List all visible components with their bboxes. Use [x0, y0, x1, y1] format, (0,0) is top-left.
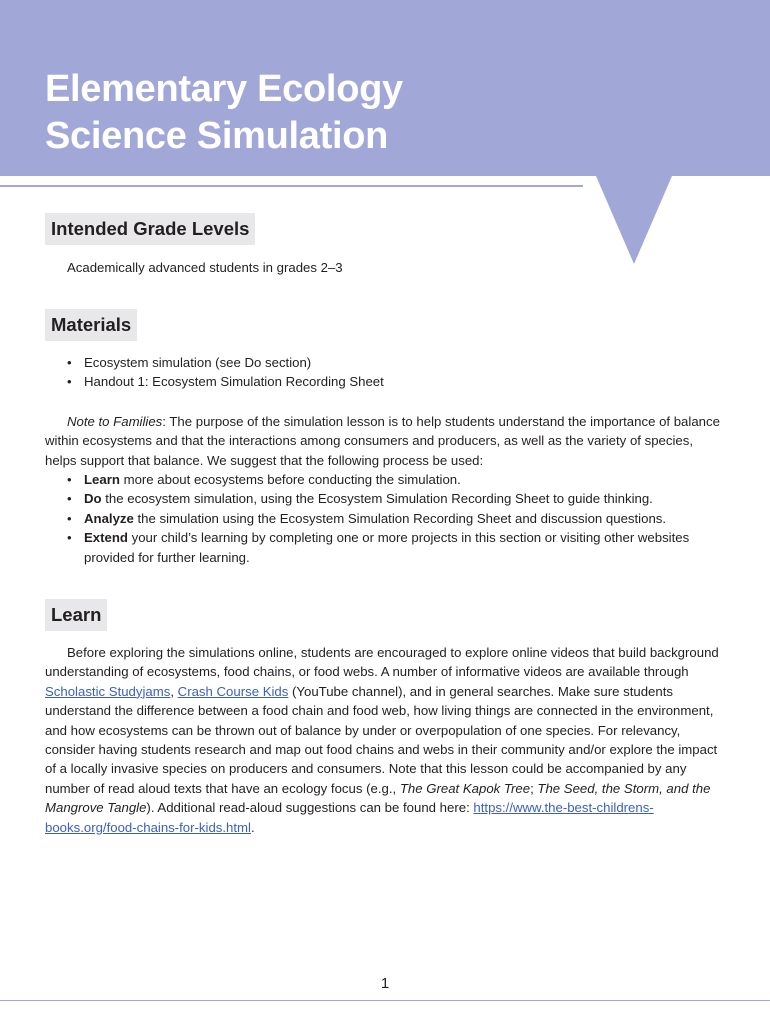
bullet-icon: •: [67, 530, 72, 546]
title-line-2: Science Simulation: [45, 115, 389, 157]
list-item: [45, 528, 725, 567]
step-text: more about ecosystems before conducting the simulation.: [119, 472, 461, 487]
bullet-icon: •: [67, 472, 72, 487]
step-text: the ecosystem simulation, using the Ecosystem Simulation Recording Sheet to guide thinking.: [101, 491, 653, 507]
food-chains-url-link[interactable]: https://www.the-best-childrens-books.org/food-chains-for-kids.html: [45, 800, 654, 835]
list-item: [45, 489, 725, 508]
step-text: the simulation using the Ecosystem Simulation Recording Sheet and discussion questions.: [133, 510, 667, 526]
learn-text: ). Additional read-aloud suggestions can be found here:: [146, 800, 474, 816]
learn-text: .: [250, 819, 255, 835]
scholastic-studyjams-link[interactable]: Scholastic Studyjams: [45, 683, 171, 699]
learn-paragraph: [45, 643, 725, 837]
learn-text: ,: [170, 683, 178, 699]
grade-levels-heading: Intended Grade Levels: [45, 213, 255, 245]
step-keyword: Learn: [84, 472, 120, 487]
banner-divider: [0, 185, 583, 187]
note-text: : The purpose of the simulation lesson is to help students understand the importance of balance within ecosystems and that the interactions among consumers and producers, as well as the variety of species, helps support that balance. We suggest that the following process be used:: [45, 414, 720, 468]
list-item: [45, 372, 725, 391]
note-paragraph: [45, 412, 725, 470]
note-label: Note to Families: [67, 414, 163, 429]
bullet-icon: •: [67, 510, 72, 526]
process-steps-list: [45, 470, 725, 567]
step-keyword: Extend: [84, 530, 128, 546]
book-title: The Seed, the Storm, and the Mangrove Tangle: [45, 780, 711, 816]
materials-list: [45, 353, 725, 392]
page-number: 1: [380, 975, 390, 992]
bullet-icon: •: [67, 491, 72, 507]
step-keyword: Do: [84, 491, 102, 507]
grade-levels-text: Academically advanced students in grades 2–3: [67, 260, 343, 275]
title-line-1: Elementary Ecology: [45, 68, 403, 110]
learn-heading: Learn: [45, 599, 107, 631]
list-item: [45, 353, 725, 372]
footer-divider: [0, 1000, 770, 1001]
bullet-icon: •: [67, 374, 72, 390]
learn-text: ;: [530, 780, 538, 796]
materials-item-1: Ecosystem simulation (see Do section): [84, 355, 312, 370]
learn-text: (YouTube channel), and in general searches. Make sure students understand the difference between a food chain and food web, how living things are connected in the environment, and how ecosystems can be thrown out of balance by under or overpopulation of one species. For relevancy, consider having students research and map out food chains and webs in their community and/or explore the impact of a locally invasive species on producers and consumers. Note that this lesson could be accompanied by any number of read aloud texts that have an ecology focus (e.g.,: [45, 683, 718, 796]
banner-pointer-shape: [596, 176, 672, 264]
page-title: [45, 66, 403, 160]
materials-item-2: Handout 1: Ecosystem Simulation Recording Sheet: [84, 374, 384, 390]
step-keyword: Analyze: [84, 510, 134, 526]
book-title: The Great Kapok Tree: [399, 780, 531, 796]
crash-course-kids-link[interactable]: Crash Course Kids: [177, 683, 289, 699]
list-item: [45, 470, 725, 489]
materials-heading: Materials: [45, 309, 137, 341]
list-item: [45, 509, 725, 528]
bullet-icon: •: [67, 355, 72, 370]
learn-text: Before exploring the simulations online, students are encouraged to explore online videos that build background understanding of ecosystems, food chains, or food webs. A number of informative videos are available through: [45, 645, 719, 680]
step-text: your child’s learning by completing one or more projects in this section or visiting other websites provided for further learning.: [84, 530, 690, 565]
